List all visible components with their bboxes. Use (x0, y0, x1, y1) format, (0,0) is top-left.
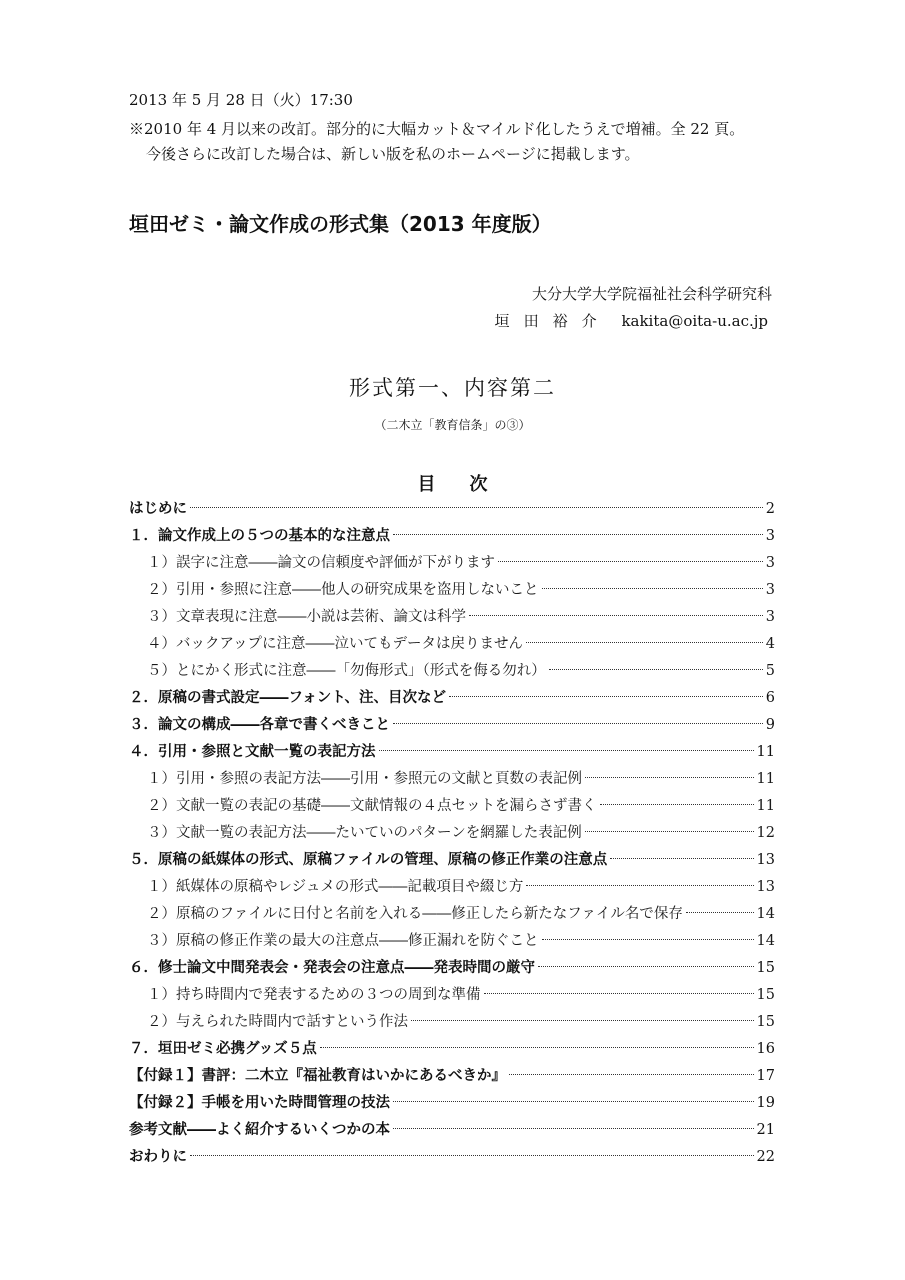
date-line: 2013 年 5 月 28 日（火）17:30 (129, 91, 353, 109)
toc-entry (129, 550, 775, 577)
toc-leader-dots (542, 939, 754, 940)
toc-entry-label: はじめに (129, 501, 187, 517)
toc-entry (129, 793, 775, 820)
motto: 形式第一、内容第二 (349, 376, 556, 400)
toc-entry (129, 604, 775, 631)
toc-entry (129, 577, 775, 604)
toc-leader-dots (190, 507, 763, 508)
toc-leader-dots (585, 777, 754, 778)
toc-entry-page: 3 (765, 555, 775, 571)
toc-entry-label: ２）与えられた時間内で話すという作法 (147, 1014, 408, 1030)
toc-entry-label: ３）原稿の修正作業の最大の注意点――修正漏れを防ぐこと (147, 933, 539, 949)
toc-entry-label: ４）バックアップに注意――泣いてもデータは戻りません (147, 636, 523, 652)
toc-entry (129, 658, 775, 685)
toc-leader-dots (484, 993, 754, 994)
toc-entry (129, 955, 775, 982)
toc-entry-page: 9 (765, 717, 775, 733)
toc-entry-page: 15 (756, 960, 775, 976)
toc-entry (129, 685, 775, 712)
toc-leader-dots (686, 912, 754, 913)
toc-entry-label: ６．修士論文中間発表会・発表会の注意点――発表時間の厳守 (129, 960, 535, 976)
toc-entry-label: ３）文章表現に注意――小説は芸術、論文は科学 (147, 609, 466, 625)
toc-entry (129, 928, 775, 955)
document-title: 垣田ゼミ・論文作成の形式集（2013 年度版） (129, 212, 552, 236)
author-affiliation: 大分大学大学院福祉社会科学研究科 (531, 285, 772, 303)
toc-entry (129, 874, 775, 901)
toc-entry-label: １）誤字に注意――論文の信頼度や評価が下がります (147, 555, 495, 571)
toc-entry (129, 1036, 775, 1063)
toc-leader-dots (509, 1074, 754, 1075)
toc-entry (129, 1090, 775, 1117)
toc-entry-label: ３）文献一覧の表記方法――たいていのパターンを網羅した表記例 (147, 825, 582, 841)
toc-entry-page: 13 (756, 879, 775, 895)
toc-entry-page: 3 (765, 528, 775, 544)
toc-entry (129, 766, 775, 793)
author-line (495, 310, 768, 331)
toc-entry-label: おわりに (129, 1149, 187, 1165)
toc-leader-dots (393, 1101, 754, 1102)
toc-entry-page: 13 (756, 852, 775, 868)
table-of-contents (129, 496, 775, 1171)
toc-entry-page: 14 (756, 906, 775, 922)
toc-entry-label: 参考文献――よく紹介するいくつかの本 (129, 1122, 390, 1138)
toc-entry (129, 631, 775, 658)
toc-entry (129, 847, 775, 874)
toc-leader-dots (469, 615, 763, 616)
toc-entry-page: 4 (765, 636, 775, 652)
toc-entry-label: ２）文献一覧の表記の基礎――文献情報の４点セットを漏らさず書く (147, 798, 597, 814)
toc-entry-label: 【付録２】手帳を用いた時間管理の技法 (129, 1095, 390, 1111)
toc-entry (129, 739, 775, 766)
toc-entry (129, 1063, 775, 1090)
toc-leader-dots (393, 1128, 754, 1129)
toc-entry (129, 1144, 775, 1171)
toc-leader-dots (320, 1047, 754, 1048)
toc-entry-label: ７．垣田ゼミ必携グッズ５点 (129, 1041, 317, 1057)
toc-entry-label: １）引用・参照の表記方法――引用・参照元の文献と頁数の表記例 (147, 771, 582, 787)
toc-entry-page: 5 (765, 663, 775, 679)
toc-entry-page: 3 (765, 582, 775, 598)
toc-leader-dots (379, 750, 754, 751)
toc-entry (129, 1009, 775, 1036)
toc-entry-page: 19 (756, 1095, 775, 1111)
toc-entry-page: 15 (756, 1014, 775, 1030)
toc-entry-page: 17 (756, 1068, 775, 1084)
toc-leader-dots (549, 669, 763, 670)
toc-entry-page: 11 (756, 771, 775, 787)
toc-entry-page: 12 (756, 825, 775, 841)
toc-entry-page: 11 (756, 798, 775, 814)
toc-leader-dots (393, 723, 763, 724)
toc-entry-page: 2 (765, 501, 775, 517)
motto-source: （二木立「教育信条」の③） (374, 418, 531, 432)
toc-entry-label: １）持ち時間内で発表するための３つの周到な準備 (147, 987, 481, 1003)
toc-entry-page: 22 (756, 1149, 775, 1165)
toc-entry (129, 820, 775, 847)
toc-leader-dots (526, 642, 763, 643)
toc-entry (129, 901, 775, 928)
toc-entry (129, 982, 775, 1009)
toc-entry-page: 16 (756, 1041, 775, 1057)
toc-entry-page: 14 (756, 933, 775, 949)
toc-entry-page: 21 (756, 1122, 775, 1138)
toc-leader-dots (600, 804, 754, 805)
toc-entry-label: １）紙媒体の原稿やレジュメの形式――記載項目や綴じ方 (147, 879, 524, 895)
toc-entry-label: １．論文作成上の５つの基本的な注意点 (129, 528, 390, 544)
toc-entry (129, 712, 775, 739)
toc-entry (129, 523, 775, 550)
revision-note: ※2010 年 4 月以来の改訂。部分的に大幅カット＆マイルド化したうえで増補。全 22 頁。 (129, 120, 745, 138)
toc-leader-dots (526, 885, 753, 886)
toc-leader-dots (411, 1020, 754, 1021)
toc-entry-label: ３．論文の構成――各章で書くべきこと (129, 717, 390, 733)
toc-entry-page: 15 (756, 987, 775, 1003)
toc-entry-label: ２．原稿の書式設定――フォント、注、目次など (129, 690, 446, 706)
toc-entry (129, 496, 775, 523)
toc-heading: 目次 (417, 474, 522, 495)
toc-entry-label: ２）引用・参照に注意――他人の研究成果を盗用しないこと (147, 582, 539, 598)
author-email: kakita@oita-u.ac.jp (621, 312, 768, 330)
toc-leader-dots (190, 1155, 754, 1156)
toc-entry (129, 1117, 775, 1144)
toc-entry-label: ５）とにかく形式に注意――「勿侮形式」（形式を侮る勿れ） (147, 663, 546, 679)
toc-leader-dots (498, 561, 763, 562)
toc-leader-dots (542, 588, 763, 589)
toc-entry-label: ２）原稿のファイルに日付と名前を入れる――修正したら新たなファイル名で保存 (147, 906, 683, 922)
toc-entry-label: ４．引用・参照と文献一覧の表記方法 (129, 744, 376, 760)
toc-entry-page: 3 (765, 609, 775, 625)
toc-leader-dots (449, 696, 763, 697)
toc-leader-dots (610, 858, 753, 859)
toc-entry-label: 【付録１】書評：二木立『福祉教育はいかにあるべきか』 (129, 1068, 506, 1084)
toc-entry-page: 11 (756, 744, 775, 760)
future-note: 今後さらに改訂した場合は、新しい版を私のホームページに掲載します。 (146, 145, 640, 163)
toc-entry-label: ５．原稿の紙媒体の形式、原稿ファイルの管理、原稿の修正作業の注意点 (129, 852, 608, 868)
toc-entry-page: 6 (765, 690, 775, 706)
toc-leader-dots (585, 831, 754, 832)
toc-leader-dots (538, 966, 754, 967)
author-name: 垣田裕介 (494, 312, 611, 330)
toc-leader-dots (393, 534, 763, 535)
